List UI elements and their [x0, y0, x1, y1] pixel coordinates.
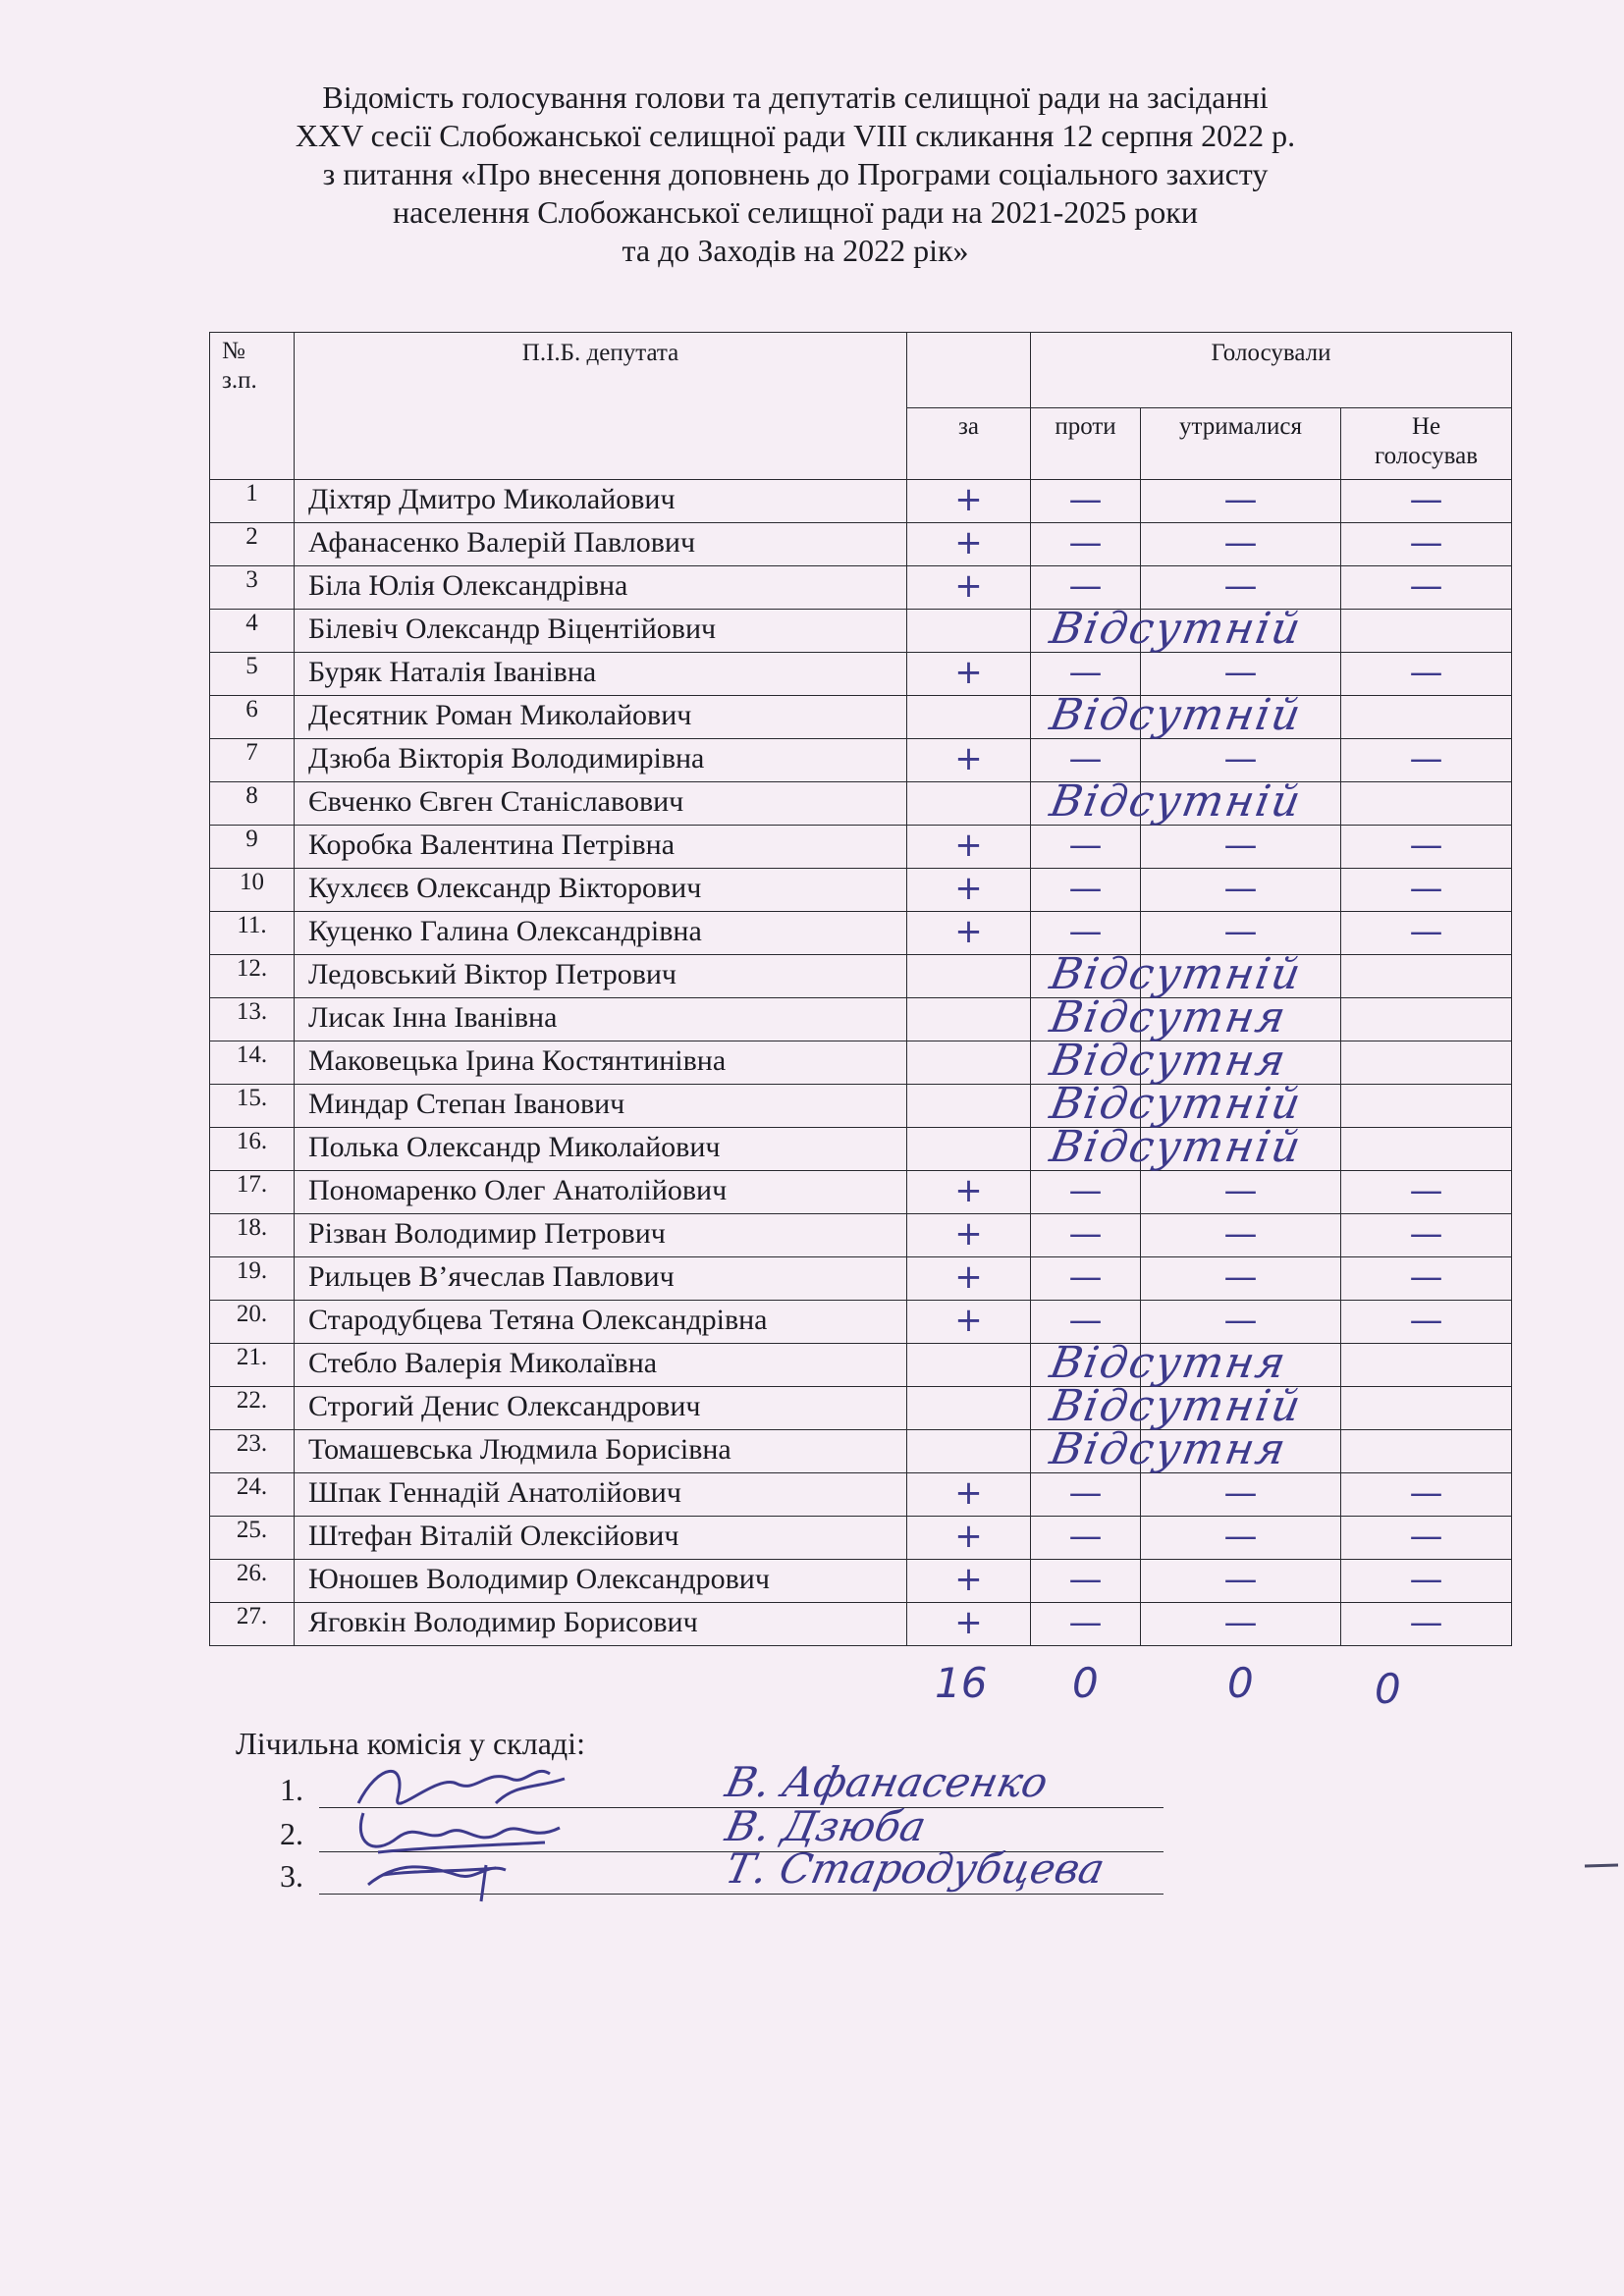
vote-for-cell — [907, 1128, 1031, 1171]
voting-table-body — [210, 480, 1512, 1646]
deputy-name: Десятник Роман Миколайович — [295, 696, 907, 739]
deputy-name: Шпак Геннадій Анатолійович — [295, 1473, 907, 1517]
heading-line-5: та до Заходів на 2022 рік» — [622, 233, 969, 268]
vote-not-voted-cell: — — [1341, 1517, 1512, 1560]
vote-not-voted-cell: — — [1341, 1301, 1512, 1344]
vote-not-voted-cell — [1341, 782, 1512, 826]
vote-against-cell: — — [1031, 912, 1141, 955]
commission-member-index: 2. — [280, 1816, 303, 1851]
absence-note: Відсутній — [1046, 1079, 1307, 1129]
vote-not-voted-cell — [1341, 1085, 1512, 1128]
row-number: 26. — [210, 1560, 295, 1603]
commission-member-index: 3. — [280, 1858, 303, 1894]
vote-against-cell: — — [1031, 1603, 1141, 1646]
row-number: 11. — [210, 912, 295, 955]
row-number: 12. — [210, 955, 295, 998]
vote-not-voted-cell: — — [1341, 523, 1512, 566]
vote-for-cell: + — [907, 1603, 1031, 1646]
row-number: 15. — [210, 1085, 295, 1128]
vote-against-cell: — — [1031, 523, 1141, 566]
deputy-name: Біла Юлія Олександрівна — [295, 566, 907, 610]
heading-line-2: XXV сесії Слобожанської селищної ради VIII скликання 12 серпня 2022 р. — [295, 118, 1296, 153]
table-row — [210, 1430, 1512, 1473]
row-number: 9 — [210, 826, 295, 869]
table-row — [210, 480, 1512, 523]
table-row — [210, 610, 1512, 653]
table-row — [210, 826, 1512, 869]
vote-abstained-cell: — — [1141, 912, 1341, 955]
vote-for-cell: + — [907, 912, 1031, 955]
absence-cell — [1031, 992, 1291, 1042]
absence-note: Відсутній — [1046, 1122, 1307, 1172]
vote-not-voted-cell — [1341, 1430, 1512, 1473]
deputy-name: Ледовський Віктор Петрович — [295, 955, 907, 998]
vote-for-cell — [907, 955, 1031, 998]
vote-for-cell: + — [907, 826, 1031, 869]
vote-not-voted-cell: — — [1341, 739, 1512, 782]
deputy-name: Пономаренко Олег Анатолійович — [295, 1171, 907, 1214]
table-row — [210, 1560, 1512, 1603]
commission-member-index: 1. — [280, 1772, 303, 1807]
vote-abstained-cell: — — [1141, 1517, 1341, 1560]
row-number: 2 — [210, 523, 295, 566]
deputy-name: Полька Олександр Миколайович — [295, 1128, 907, 1171]
document-heading — [226, 79, 1365, 270]
vote-for-cell: + — [907, 653, 1031, 696]
vote-not-voted-cell — [1341, 1387, 1512, 1430]
vote-against-cell: — — [1031, 739, 1141, 782]
vote-not-voted-cell: — — [1341, 869, 1512, 912]
edge-ink-mark — [1583, 1861, 1622, 1871]
deputy-name: Штефан Віталій Олексійович — [295, 1517, 907, 1560]
vote-not-voted-cell — [1341, 955, 1512, 998]
vote-abstained-cell: — — [1141, 653, 1341, 696]
vote-abstained-cell: — — [1141, 566, 1341, 610]
vote-abstained-cell: — — [1141, 1301, 1341, 1344]
deputy-name: Білевіч Олександр Віцентійович — [295, 610, 907, 653]
heading-line-4: населення Слобожанської селищної ради на 2021-2025 роки — [393, 194, 1198, 230]
deputy-name: Буряк Наталія Іванівна — [295, 653, 907, 696]
absence-note: Відсутня — [1046, 992, 1291, 1042]
deputy-name: Євченко Євген Станіславович — [295, 782, 907, 826]
vote-against-cell: — — [1031, 826, 1141, 869]
absence-note: Відсутня — [1046, 1338, 1291, 1388]
absence-note: Відсутня — [1046, 1424, 1291, 1474]
vote-against-cell: — — [1031, 1560, 1141, 1603]
row-number: 3 — [210, 566, 295, 610]
heading-line-1: Відомість голосування голови та депутатів селищної ради на засіданні — [322, 80, 1269, 115]
table-row — [210, 1517, 1512, 1560]
vote-for-cell: + — [907, 1214, 1031, 1257]
deputy-name: Куценко Галина Олександрівна — [295, 912, 907, 955]
row-number: 27. — [210, 1603, 295, 1646]
vote-against-cell: — — [1031, 566, 1141, 610]
total-not-voted: 0 — [1375, 1665, 1401, 1713]
vote-for-cell — [907, 1041, 1031, 1085]
table-row — [210, 1301, 1512, 1344]
table-row — [210, 1603, 1512, 1646]
vote-not-voted-cell — [1341, 1041, 1512, 1085]
row-number: 6 — [210, 696, 295, 739]
heading-line-3: з питання «Про внесення доповнень до Програми соціального захисту — [322, 156, 1269, 191]
absence-note: Відсутній — [1046, 949, 1307, 999]
table-row — [210, 869, 1512, 912]
deputy-name: Лисак Інна Іванівна — [295, 998, 907, 1041]
column-header-number — [210, 333, 295, 480]
absence-cell — [1031, 1338, 1291, 1388]
vote-against-cell: — — [1031, 653, 1141, 696]
deputy-name: Юношев Володимир Олександрович — [295, 1560, 907, 1603]
table-row — [210, 1171, 1512, 1214]
vote-not-voted-cell: — — [1341, 653, 1512, 696]
vote-for-cell: + — [907, 480, 1031, 523]
vote-for-cell: + — [907, 566, 1031, 610]
deputy-name: Миндар Степан Іванович — [295, 1085, 907, 1128]
commission-member-name: В. Афанасенко — [721, 1758, 1053, 1806]
row-number: 24. — [210, 1473, 295, 1517]
absence-note: Відсутній — [1046, 690, 1307, 740]
vote-not-voted-cell: — — [1341, 826, 1512, 869]
table-row — [210, 912, 1512, 955]
column-header-abstained: утрималися — [1141, 408, 1341, 480]
row-number: 23. — [210, 1430, 295, 1473]
table-row — [210, 1214, 1512, 1257]
absence-cell — [1031, 690, 1307, 740]
vote-for-cell — [907, 610, 1031, 653]
vote-abstained-cell: — — [1141, 1560, 1341, 1603]
deputy-name: Стародубцева Тетяна Олександрівна — [295, 1301, 907, 1344]
deputy-name: Кухлєєв Олександр Вікторович — [295, 869, 907, 912]
vote-not-voted-cell: — — [1341, 1603, 1512, 1646]
vote-not-voted-cell — [1341, 696, 1512, 739]
row-number: 16. — [210, 1128, 295, 1171]
column-header-not-voted-line-1: Не — [1411, 413, 1441, 440]
vote-abstained-cell: — — [1141, 1257, 1341, 1301]
deputy-name: Різван Володимир Петрович — [295, 1214, 907, 1257]
deputy-name: Строгий Денис Олександрович — [295, 1387, 907, 1430]
vote-for-cell — [907, 782, 1031, 826]
deputy-name: Дзюба Вікторія Володимирівна — [295, 739, 907, 782]
table-row — [210, 1085, 1512, 1128]
vote-totals — [0, 1659, 1624, 1718]
column-header-not-voted-line-2: голосував — [1374, 443, 1479, 469]
absence-note: Відсутня — [1046, 1036, 1291, 1086]
table-row — [210, 1473, 1512, 1517]
vote-abstained-cell: — — [1141, 1214, 1341, 1257]
table-row — [210, 1128, 1512, 1171]
vote-abstained-cell: — — [1141, 1603, 1341, 1646]
voting-table — [209, 332, 1512, 1646]
column-header-voted: Голосували — [1031, 333, 1512, 408]
vote-not-voted-cell: — — [1341, 480, 1512, 523]
vote-for-cell: + — [907, 1171, 1031, 1214]
total-for: 16 — [935, 1659, 988, 1707]
row-number: 20. — [210, 1301, 295, 1344]
deputy-name: Маковецька Ірина Костянтинівна — [295, 1041, 907, 1085]
vote-not-voted-cell: — — [1341, 1473, 1512, 1517]
column-header-empty — [907, 333, 1031, 408]
vote-for-cell: + — [907, 869, 1031, 912]
vote-for-cell: + — [907, 1257, 1031, 1301]
table-row — [210, 739, 1512, 782]
vote-for-cell: + — [907, 523, 1031, 566]
deputy-name: Стебло Валерія Миколаївна — [295, 1344, 907, 1387]
vote-for-cell: + — [907, 739, 1031, 782]
absence-cell — [1031, 604, 1307, 654]
vote-abstained-cell: — — [1141, 739, 1341, 782]
absence-cell — [1031, 776, 1307, 827]
vote-not-voted-cell: — — [1341, 1171, 1512, 1214]
column-header-name: П.І.Б. депутата — [295, 333, 907, 480]
row-number: 18. — [210, 1214, 295, 1257]
vote-abstained-cell: — — [1141, 869, 1341, 912]
absence-note: Відсутній — [1046, 604, 1307, 654]
vote-not-voted-cell: — — [1341, 912, 1512, 955]
vote-for-cell — [907, 1430, 1031, 1473]
row-number: 7 — [210, 739, 295, 782]
commission-member-row — [280, 1844, 1164, 1901]
vote-abstained-cell: — — [1141, 1473, 1341, 1517]
vote-not-voted-cell: — — [1341, 1560, 1512, 1603]
vote-not-voted-cell: — — [1341, 1257, 1512, 1301]
vote-against-cell: — — [1031, 480, 1141, 523]
total-abstained: 0 — [1227, 1659, 1254, 1707]
signature-scribble — [339, 1841, 633, 1909]
vote-for-cell: + — [907, 1560, 1031, 1603]
row-number: 22. — [210, 1387, 295, 1430]
vote-not-voted-cell — [1341, 610, 1512, 653]
table-row — [210, 696, 1512, 739]
deputy-name: Яговкін Володимир Борисович — [295, 1603, 907, 1646]
vote-abstained-cell: — — [1141, 1171, 1341, 1214]
vote-against-cell: — — [1031, 1257, 1141, 1301]
vote-against-cell: — — [1031, 1301, 1141, 1344]
table-row — [210, 1257, 1512, 1301]
vote-abstained-cell: — — [1141, 826, 1341, 869]
absence-note: Відсутній — [1046, 1381, 1307, 1431]
row-number: 19. — [210, 1257, 295, 1301]
vote-not-voted-cell — [1341, 1128, 1512, 1171]
vote-for-cell — [907, 998, 1031, 1041]
column-header-not-voted — [1341, 408, 1512, 480]
deputy-name: Діхтяр Дмитро Миколайович — [295, 480, 907, 523]
vote-for-cell — [907, 1085, 1031, 1128]
column-header-number-sub: з.п. — [222, 367, 257, 394]
deputy-name: Томашевська Людмила Борисівна — [295, 1430, 907, 1473]
vote-against-cell: — — [1031, 869, 1141, 912]
absence-cell — [1031, 1381, 1307, 1431]
absence-cell — [1031, 1122, 1307, 1172]
row-number: 8 — [210, 782, 295, 826]
vote-for-cell — [907, 696, 1031, 739]
absence-cell — [1031, 1036, 1291, 1086]
total-against: 0 — [1072, 1659, 1099, 1707]
counting-commission-label: Лічильна комісія у складі: — [236, 1726, 585, 1761]
vote-not-voted-cell: — — [1341, 566, 1512, 610]
row-number: 14. — [210, 1041, 295, 1085]
table-row — [210, 566, 1512, 610]
vote-against-cell: — — [1031, 1214, 1141, 1257]
row-number: 1 — [210, 480, 295, 523]
column-header-for: за — [907, 408, 1031, 480]
row-number: 5 — [210, 653, 295, 696]
row-number: 13. — [210, 998, 295, 1041]
absence-cell — [1031, 1079, 1307, 1129]
vote-for-cell — [907, 1387, 1031, 1430]
row-number: 21. — [210, 1344, 295, 1387]
absence-note: Відсутній — [1046, 776, 1307, 827]
vote-abstained-cell: — — [1141, 523, 1341, 566]
table-row — [210, 523, 1512, 566]
absence-cell — [1031, 949, 1307, 999]
table-row — [210, 998, 1512, 1041]
vote-not-voted-cell — [1341, 998, 1512, 1041]
commission-member-name: Т. Стародубцева — [721, 1844, 1110, 1893]
vote-against-cell: — — [1031, 1171, 1141, 1214]
vote-for-cell: + — [907, 1517, 1031, 1560]
row-number: 4 — [210, 610, 295, 653]
row-number: 17. — [210, 1171, 295, 1214]
column-header-number-sign: № — [222, 338, 245, 364]
commission-member-name: В. Дзюба — [721, 1802, 931, 1850]
column-header-against: проти — [1031, 408, 1141, 480]
absence-cell — [1031, 1424, 1291, 1474]
table-row — [210, 1387, 1512, 1430]
table-row — [210, 1041, 1512, 1085]
deputy-name: Коробка Валентина Петрівна — [295, 826, 907, 869]
vote-against-cell: — — [1031, 1517, 1141, 1560]
vote-for-cell — [907, 1344, 1031, 1387]
vote-for-cell: + — [907, 1473, 1031, 1517]
deputy-name: Рильцев В’ячеслав Павлович — [295, 1257, 907, 1301]
row-number: 10 — [210, 869, 295, 912]
vote-against-cell: — — [1031, 1473, 1141, 1517]
table-row — [210, 782, 1512, 826]
table-row — [210, 955, 1512, 998]
vote-not-voted-cell: — — [1341, 1214, 1512, 1257]
vote-abstained-cell: — — [1141, 480, 1341, 523]
vote-not-voted-cell — [1341, 1344, 1512, 1387]
row-number: 25. — [210, 1517, 295, 1560]
table-row — [210, 653, 1512, 696]
vote-for-cell: + — [907, 1301, 1031, 1344]
table-row — [210, 1344, 1512, 1387]
deputy-name: Афанасенко Валерій Павлович — [295, 523, 907, 566]
